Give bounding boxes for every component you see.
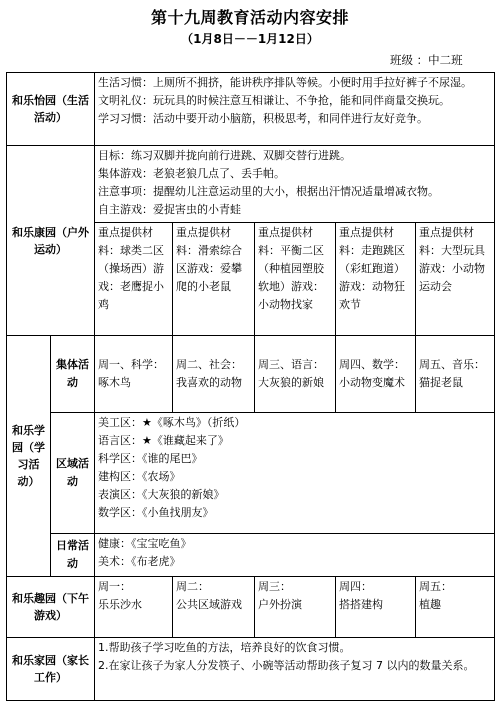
outdoor-line: 目标：练习双脚并拢向前行进跳、双脚交替行进跳。 <box>98 149 351 162</box>
life-row <box>7 73 495 146</box>
outdoor-row <box>7 146 495 223</box>
life-section-label <box>7 73 95 146</box>
date-range: （1月8日－－1月12日） <box>181 32 319 46</box>
outdoor-line: 自主游戏：爱捉害虫的小青蛙 <box>98 203 241 216</box>
afternoon-game: 植趣 <box>419 598 441 611</box>
outdoor-content <box>95 146 495 223</box>
afternoon-cell <box>416 577 495 638</box>
family-row <box>7 638 495 701</box>
daily-line: 健康：《宝宝吃鱼》 <box>98 537 192 550</box>
afternoon-cell <box>336 577 416 638</box>
daily-activity-content <box>95 534 495 577</box>
afternoon-game: 户外扮演 <box>258 598 302 611</box>
afternoon-game: 乐乐沙水 <box>98 598 142 611</box>
life-line: 学习习惯：活动中要开动小脑筋，积极思考，和同伴进行友好竞争。 <box>98 112 428 125</box>
life-line: 生活习惯：上厕所不拥挤，能讲秩序排队等候。小便时用手拉好裤子不尿湿。 <box>98 76 472 89</box>
page-title: 第十九周教育活动内容安排 <box>150 8 349 27</box>
area-line: 美工区：★《啄木鸟》（折纸） <box>98 416 246 429</box>
afternoon-day: 周四： <box>339 580 372 593</box>
material-cell: 重点提供材料：球类二区（操场西）游戏：老鹰捉小鸡 <box>95 223 173 336</box>
class-label: 班级 ：中二班 <box>390 53 463 67</box>
material-cell: 重点提供材料：走跑跳区（彩虹跑道）游戏：动物狂欢节 <box>336 223 416 336</box>
material-cell: 重点提供材料：滑索综合区游戏：爱攀爬的小老鼠 <box>173 223 255 336</box>
outdoor-section-label <box>7 146 95 336</box>
group-activity-row <box>7 336 495 413</box>
daily-activity-row <box>7 534 495 577</box>
group-activity-cell: 周一、科学：啄木鸟 <box>95 336 173 413</box>
family-label-text: 和乐家园（家长工作） <box>12 654 89 684</box>
group-activity-cell: 周四、数学：小动物变魔术 <box>336 336 416 413</box>
family-line: 2.在家让孩子为家人分发筷子、小碗等活动帮助孩子复习 7 以内的数量关系。 <box>98 659 475 672</box>
family-section-label <box>7 638 95 701</box>
family-line: 1.帮助孩子学习吃鱼的方法，培养良好的饮食习惯。 <box>98 641 351 654</box>
material-cell: 重点提供材料：平衡二区（种植园塑胶软地）游戏：小动物找家 <box>255 223 336 336</box>
area-activity-content <box>95 413 495 534</box>
daily-line: 美术：《布老虎》 <box>98 555 181 568</box>
group-activity-cell: 周二、社会：我喜欢的动物 <box>173 336 255 413</box>
afternoon-day: 周三： <box>258 580 291 593</box>
area-activity-row <box>7 413 495 534</box>
life-line: 文明礼仪：玩玩具的时候注意互相谦让、不争抢，能和同伴商量交换玩。 <box>98 94 450 107</box>
outdoor-label-text: 和乐康园（户外运动） <box>12 225 89 256</box>
afternoon-label-text: 和乐趣园（下午游戏） <box>12 592 89 622</box>
life-content <box>95 73 495 146</box>
learning-section-label <box>7 336 51 577</box>
afternoon-cell <box>255 577 336 638</box>
group-activity-cell: 周三、语言：大灰狼的新娘 <box>255 336 336 413</box>
daily-activity-label: 日常活动 <box>51 534 95 577</box>
afternoon-row <box>7 577 495 638</box>
learning-label-text: 和乐学园（学习活动） <box>12 424 45 488</box>
afternoon-cell <box>95 577 173 638</box>
schedule-table <box>6 72 495 701</box>
area-line: 建构区：《农场》 <box>98 470 181 483</box>
outdoor-line: 集体游戏：老狼老狼几点了、丢手帕。 <box>98 167 285 180</box>
afternoon-game: 公共区域游戏 <box>176 598 242 611</box>
outdoor-line: 注意事项：提醒幼儿注意运动里的大小，根据出汗情况适量增减衣物。 <box>98 185 439 198</box>
afternoon-game: 搭搭建构 <box>339 598 383 611</box>
afternoon-section-label <box>7 577 95 638</box>
group-activity-label: 集体活动 <box>51 336 95 413</box>
afternoon-cell <box>173 577 255 638</box>
life-label-text: 和乐怡园（生活活动） <box>12 94 89 124</box>
area-activity-label: 区域活动 <box>51 413 95 534</box>
material-cell: 重点提供材料：大型玩具游戏：小动物运动会 <box>416 223 495 336</box>
afternoon-day: 周一： <box>98 580 131 593</box>
area-line: 数学区：《小鱼找朋友》 <box>98 506 214 519</box>
afternoon-day: 周二： <box>176 580 209 593</box>
area-line: 表演区：《大灰狼的新娘》 <box>98 488 225 501</box>
family-content <box>95 638 495 701</box>
group-activity-cell: 周五、音乐：猫捉老鼠 <box>416 336 495 413</box>
afternoon-day: 周五： <box>419 580 452 593</box>
area-line: 科学区：《谁的尾巴》 <box>98 452 203 465</box>
area-line: 语言区：★《谁藏起来了》 <box>98 434 229 447</box>
